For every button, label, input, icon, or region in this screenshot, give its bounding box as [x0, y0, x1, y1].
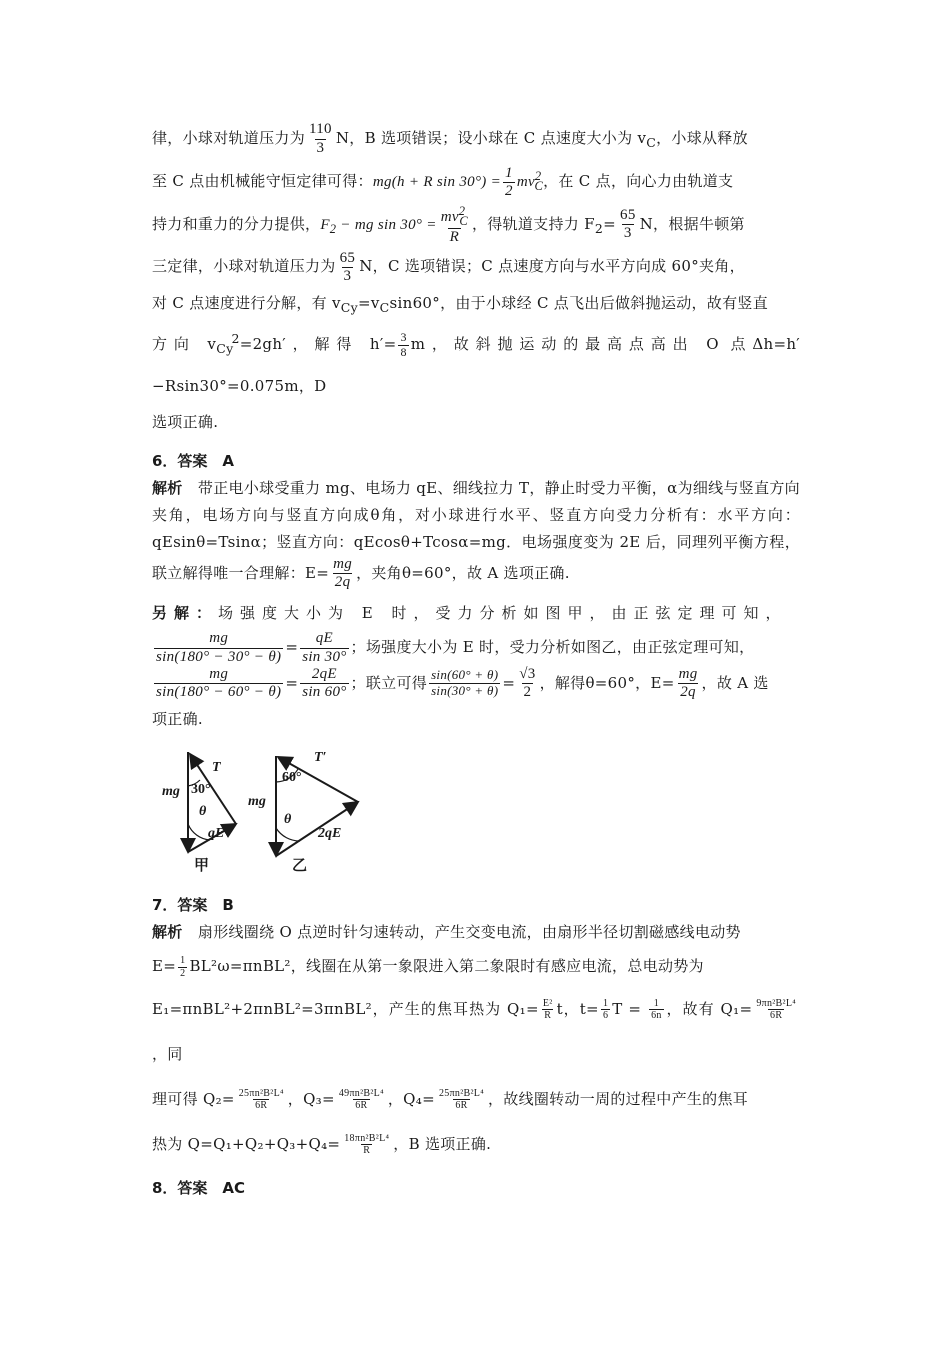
q7-analysis-line-2: E= $\frac{1}{2}$ BL²ω=πnBL²，线圈在从第一象限进入第二象限时有感应电流，总电动势为 — [152, 955, 704, 979]
2qE-arrow-yi — [276, 802, 358, 856]
force-triangles-svg — [152, 742, 372, 882]
energy-equation: mg(h + R sin 30°) = $\frac{1}{2}$ $mv^2_C$ — [372, 164, 544, 199]
q7-analysis-line-1: 解析 扇形线圈绕 O 点逆时针匀速转动，产生交变电流，由扇形半径切割磁感线电动势 — [152, 923, 741, 941]
caption-yi: 乙 — [292, 856, 308, 874]
q5-continuation — [152, 118, 800, 440]
label-2qE-yi: 2qE — [318, 826, 342, 841]
label-T-prime-yi: T′ — [314, 750, 327, 765]
centripetal-equation: $F_2$ − mg sin 30° = $\frac{mv^2_C}{R}$ — [320, 203, 468, 246]
q7-section — [152, 892, 800, 1167]
q7-analysis-line-4: 理可得 Q₂= $\frac{\text{25πn²B²L⁴}}{6R}$ ，Q₃= $\frac{\text{49πn²B²L⁴}}{6R}$ ，Q₄= $\frac{\text{25πn²B²L⁴}}{6R}$ ，故线圈转动一周的过程中产生的焦耳 — [152, 1087, 749, 1111]
q6-analysis: 解析 带正电小球受重力 mg、电场力 qE、细线拉力 T，静止时受力平衡，α为细线与竖直方向夹角，电场方向与竖直方向成θ角，对小球进行水平、竖直方向受力分析有：水平方向：qEsinθ=Tsinα；竖直方向：qEcosθ+Tcosα=mg．电场强度变为 2E 后，同理列平衡方程，联立解得唯一合理解：E= $\frac{mg}{2q}$ ，夹角θ=60°，故 A 选项正确. — [152, 479, 800, 591]
label-mg-jia: mg — [162, 784, 180, 799]
line-6: 方向 $v_{Cy}^2=2gh'$，解得 h′= $\frac{3}{8}$ m，故斜抛运动的最高点高出 O 点Δh=h′−Rsin30°=0.075m，D — [152, 329, 800, 395]
q7-analysis-line-3: E₁=πnBL²+2πnBL²=3πnBL²，产生的焦耳热为 Q₁= $\frac{\text{E²}}{R}$ t，t= $\frac{1}{6}$ T = $\frac{1}{6n}$ ，故有 Q₁= $\frac{\text{9πn²B²L⁴}}{6R}$ ，同 — [152, 997, 797, 1063]
label-qE-jia: qE — [208, 826, 225, 841]
q6-alt-solution: 另解：场强度大小为 E 时，受力分析如图甲，由正弦定理可知， $\frac{mg}{\sin(180^\circ - 30^\circ - \theta)}$ = $\frac{qE}{\sin 30^\circ}$ ；场强度大小为 E 时，受力分析如图乙，由正弦定理可知， $\frac{mg}{\sin(180^\circ - 60^\circ - \theta)}$ = $\frac{2qE}{\sin 60^\circ}$ ；联立可得 $\frac{\sin(60^\circ + \theta)}{\sin(30^\circ + \theta)}$ = $\frac{√3}{2}$ ，解得θ=60°，E= $\frac{mg}{2q}$ ，故 A 选 项正确. — [152, 603, 788, 728]
line-3: 持力和重力的分力提供，$F_2$ − mg sin 30° = $\frac{mv^2_C}{R}$ ，得轨道支持力 $F_2=$ $\frac{65}{3}$ N，根据牛顿第 — [152, 203, 745, 246]
line-1: 律，小球对轨道压力为 $\frac{110}{3}$ N，B 选项错误；设小球在 C 点速度大小为 $v_C$，小球从释放 — [152, 121, 748, 156]
label-mg-yi: mg — [248, 794, 266, 809]
force-diagrams — [152, 742, 800, 882]
analysis-label: 解析 — [152, 923, 183, 941]
analysis-label: 解析 — [152, 479, 183, 497]
label-theta-jia: θ — [199, 804, 207, 819]
fraction-110-3: $\frac{110}{3}$ — [309, 121, 332, 156]
q8-section — [152, 1175, 800, 1202]
document-page — [152, 118, 800, 1202]
alt-label: 另解： — [152, 603, 219, 622]
label-30deg: 30° — [191, 782, 211, 797]
q7-answer-title: 7．答案 B — [152, 896, 234, 914]
caption-jia: 甲 — [194, 856, 210, 874]
line-5: 对 C 点速度进行分解，有 $v_{Cy}=v_C\sin 60^\circ$，由于小球经 C 点飞出后做斜抛运动，故有竖直 — [152, 293, 768, 315]
label-theta-yi: θ — [284, 812, 292, 827]
label-T-jia: T — [212, 760, 221, 775]
q6-section — [152, 448, 800, 882]
q8-answer-title: 8．答案 AC — [152, 1178, 246, 1197]
label-60deg: 60° — [282, 770, 302, 785]
angle-arc-theta-jia — [188, 824, 210, 840]
line-7: 选项正确. — [152, 413, 219, 432]
line-2: 至 C 点由机械能守恒定律可得：mg(h + R sin 30°) = $\frac{1}{2}$ $mv^2_C$，在 C 点，向心力由轨道支 — [152, 164, 734, 199]
angle-arc-theta-yi — [276, 828, 300, 841]
q6-answer-title: 6．答案 A — [152, 452, 235, 470]
q7-analysis-line-5: 热为 Q=Q₁+Q₂+Q₃+Q₄= $\frac{\text{18πn²B²L⁴}}{R}$ ，B 选项正确. — [152, 1132, 492, 1156]
line-4: 三定律，小球对轨道压力为 $\frac{65}{3}$ N，C 选项错误；C 点速度方向与水平方向成 60°夹角， — [152, 249, 745, 284]
